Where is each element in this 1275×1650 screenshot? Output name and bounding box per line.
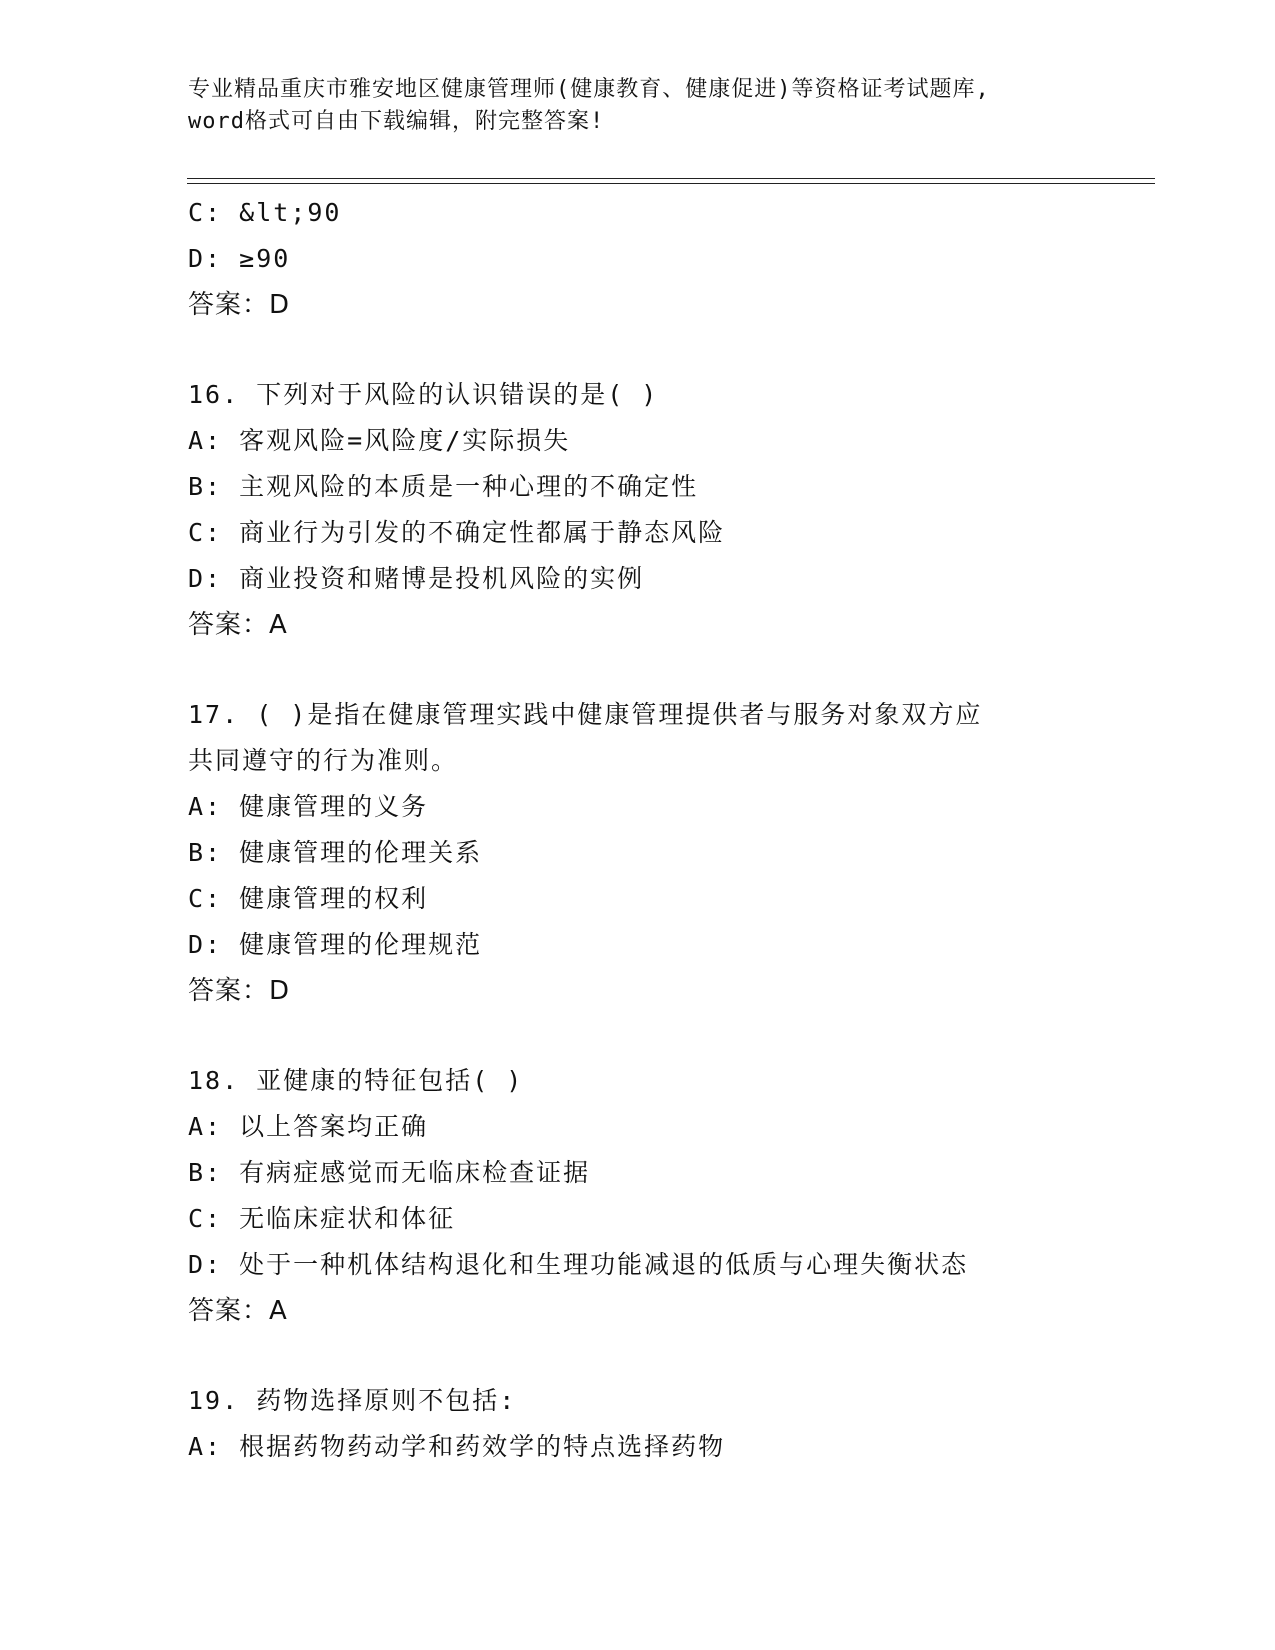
spacer [188, 1334, 1148, 1378]
document-header [188, 74, 1088, 138]
header-line-2: word格式可自由下载编辑，附完整答案! [188, 109, 605, 134]
spacer [188, 328, 1148, 372]
option-a: A: 健康管理的义务 [188, 792, 429, 821]
option-d: D: ≥90 [188, 244, 291, 273]
question-16 [188, 372, 1148, 648]
option-b: B: 主观风险的本质是一种心理的不确定性 [188, 472, 699, 501]
question-stem: 18. 亚健康的特征包括( ) [188, 1066, 524, 1095]
option-c: C: 商业行为引发的不确定性都属于静态风险 [188, 518, 726, 547]
answer-line: 答案：A [188, 610, 288, 640]
option-c: C: &lt;90 [188, 198, 342, 227]
question-stem: 17. ( )是指在健康管理实践中健康管理提供者与服务对象双方应 [188, 700, 983, 729]
spacer [188, 648, 1148, 692]
header-divider-bottom [187, 183, 1155, 184]
question-content [188, 190, 1148, 1470]
option-c: C: 无临床症状和体征 [188, 1204, 456, 1233]
option-a: A: 客观风险=风险度/实际损失 [188, 426, 571, 455]
header-divider-top [187, 178, 1155, 179]
option-a: A: 以上答案均正确 [188, 1112, 429, 1141]
option-d: D: 商业投资和赌博是投机风险的实例 [188, 564, 645, 593]
answer-line: 答案：A [188, 1296, 288, 1326]
answer-line: 答案：D [188, 976, 291, 1006]
option-d: D: 处于一种机体结构退化和生理功能减退的低质与心理失衡状态 [188, 1250, 969, 1279]
spacer [188, 1014, 1148, 1058]
option-a: A: 根据药物药动学和药效学的特点选择药物 [188, 1432, 726, 1461]
option-c: C: 健康管理的权利 [188, 884, 429, 913]
question-fragment [188, 190, 1148, 328]
question-17 [188, 692, 1148, 1014]
answer-line: 答案：D [188, 290, 291, 320]
question-stem: 16. 下列对于风险的认识错误的是( ) [188, 380, 659, 409]
question-18 [188, 1058, 1148, 1334]
option-b: B: 健康管理的伦理关系 [188, 838, 483, 867]
question-stem: 19. 药物选择原则不包括: [188, 1386, 517, 1415]
option-b: B: 有病症感觉而无临床检查证据 [188, 1158, 591, 1187]
header-line-1: 专业精品重庆市雅安地区健康管理师(健康教育、健康促进)等资格证考试题库, [188, 77, 990, 102]
question-19 [188, 1378, 1148, 1470]
question-stem-continued: 共同遵守的行为准则。 [188, 746, 459, 775]
option-d: D: 健康管理的伦理规范 [188, 930, 483, 959]
